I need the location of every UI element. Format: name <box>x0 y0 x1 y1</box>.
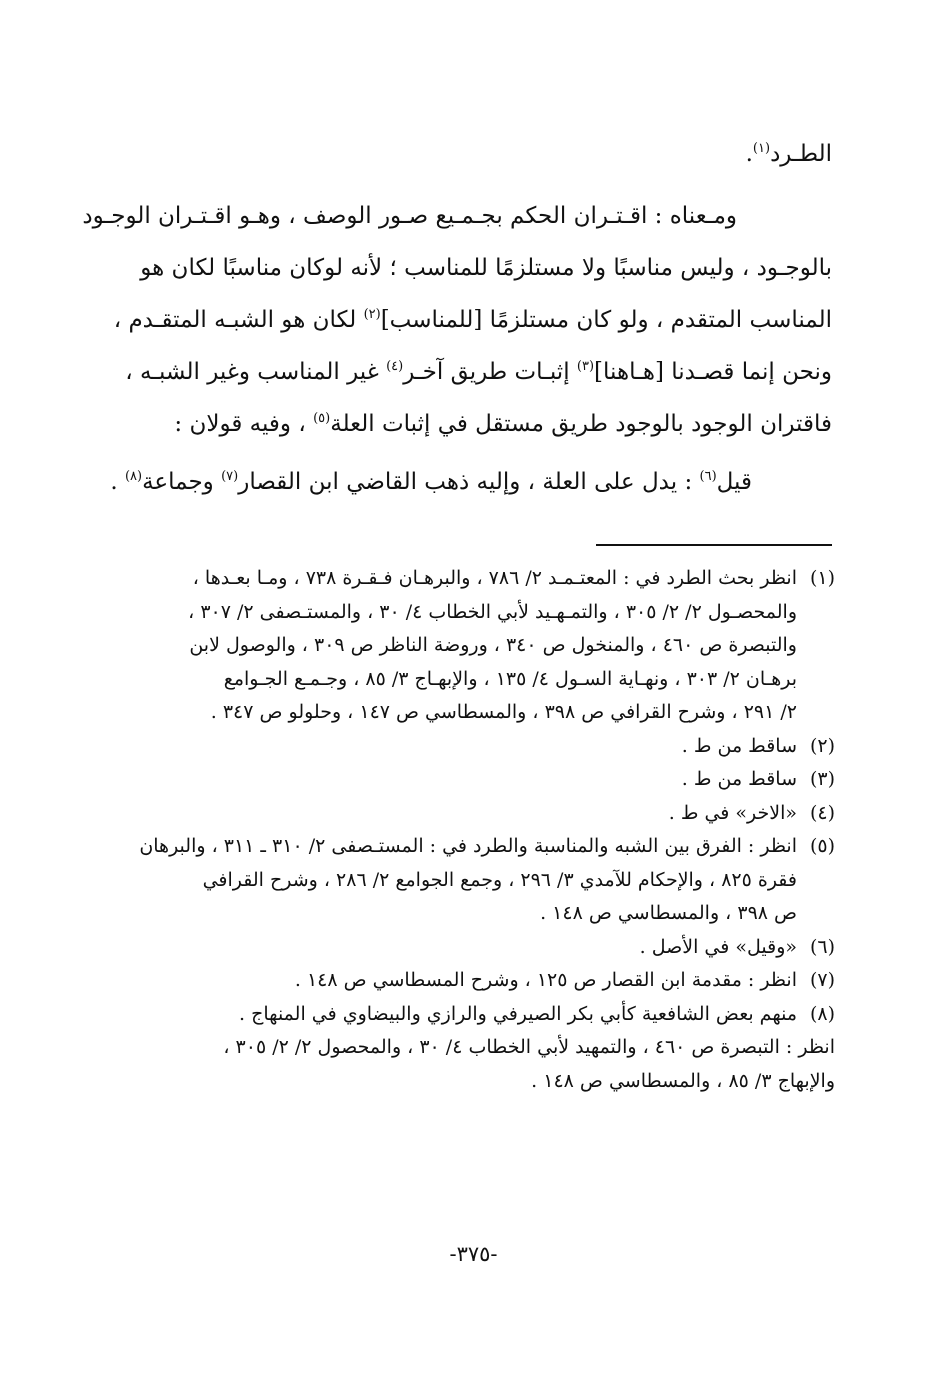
paragraph-line-5 <box>118 398 832 450</box>
footnote-ref-2[interactable]: (٢) <box>363 307 381 322</box>
footnote-body: منهم بعض الشافعية كأبي بكر الصيرفي والرازي والبيضاوي في المنهاج . <box>239 1002 797 1025</box>
paragraph-line-1: ومـعناه : اقـتـران الحكم بجـمـيع صـور الوصف ، وهـو اقـتـران الوجـود <box>82 203 737 229</box>
line4-text-c: غير المناسب وغير الشبـه ، <box>125 359 387 385</box>
footnote-ref-3[interactable]: (٣) <box>576 359 595 374</box>
footnote-body: «الاخر» في ط . <box>668 801 797 824</box>
heading-text: الطـرد <box>770 141 832 167</box>
footnote-line: انظر : الفرق بين الشبه والمناسبة والطرد في : المستـصفى ٢/ ٣١٠ ـ ٣١١ ، والبرهان <box>139 835 797 857</box>
footnote-2 <box>118 730 835 764</box>
footnote-number: (٧) <box>809 969 835 991</box>
footnote-number: (٥) <box>809 835 835 857</box>
line6-text-b: : يدل على العلة ، وإليه ذهب القاضي ابن القصار <box>238 469 700 495</box>
footnote-number: (٢) <box>809 734 835 757</box>
footnote-ref-1[interactable]: (١) <box>752 141 771 156</box>
footnotes <box>118 562 835 1098</box>
heading-period: . <box>745 141 753 167</box>
line6-text-c: وجماعة <box>142 469 222 495</box>
footnote-line: ٢/ ٢٩١ ، وشرح القرافي ص ٣٩٨ ، والمسطاسي ص ١٤٧ ، وحلولو ص ٣٤٧ . <box>210 701 797 723</box>
line6-text-d: . <box>110 469 125 495</box>
footnote-8 <box>118 998 835 1032</box>
footnote-number: (٣) <box>809 768 835 790</box>
footnote-ref-8[interactable]: (٨) <box>124 469 143 484</box>
footnote-ref-6[interactable]: (٦) <box>699 469 717 484</box>
paragraph-line-3 <box>113 294 832 346</box>
footnote-body <box>118 830 797 931</box>
line5-text-b: ، وفيه قولان : <box>174 411 314 437</box>
footnote-number: (١) <box>809 567 835 589</box>
footnote-line: والتبصرة ص ٤٦٠ ، والمنخول ص ٣٤٠ ، وروضة الناظر ص ٣٠٩ ، والوصول لابن <box>189 634 797 656</box>
footnote-3 <box>118 763 835 797</box>
paragraph-line-2: بالوجـود ، وليس مناسبًا ولا مستلزمًا للمناسب ؛ لأنه لوكان مناسبًا لكان هو <box>140 255 832 281</box>
paragraph-line-6 <box>110 456 832 508</box>
footnote-number: (٦) <box>809 935 835 958</box>
footnote-line: والمحصـول ٢/ ٢/ ٣٠٥ ، والتمـهـيد لأبي الخطاب ٤/ ٣٠ ، والمستـصفى ٢/ ٣٠٧ ، <box>188 600 797 623</box>
footnote-body: انظر : مقدمة ابن القصار ص ١٢٥ ، وشرح المسطاسي ص ١٤٨ . <box>294 969 797 991</box>
footnote-body <box>118 562 797 730</box>
footnote-body: ساقط من ط . <box>681 768 797 790</box>
footnote-body: «وقيل» في الأصل . <box>639 935 797 958</box>
line4-text-a: ونحن إنما قصـدنا [هـاهنا] <box>594 359 832 385</box>
footnote-line: ص ٣٩٨ ، والمسطاسي ص ١٤٨ . <box>540 902 797 924</box>
footnote-8-continuation: انظر : التبصرة ص ٤٦٠ ، والتمهيد لأبي الخطاب ٤/ ٣٠ ، والمحصول ٢/ ٢/ ٣٠٥ ، <box>223 1036 835 1058</box>
footnote-1 <box>118 562 835 730</box>
line6-text-a: قيل <box>716 469 752 495</box>
paragraph-line-4 <box>118 346 832 398</box>
line5-text-a: فاقتران الوجود بالوجود طريق مستقل في إثبات العلة <box>330 411 832 437</box>
footnote-body: ساقط من ط . <box>681 734 797 757</box>
footnote-line: برهـان ٢/ ٣٠٣ ، ونهـاية السـول ٤/ ١٣٥ ، والإبهـاج ٣/ ٨٥ ، وجـمـع الجـوامع <box>223 667 797 690</box>
footnote-line: فقرة ٨٢٥ ، والإحكام للآمدي ٣/ ٢٩٦ ، وجمع الجوامع ٢/ ٢٨٦ ، وشرح القرافي <box>202 868 797 891</box>
footnote-7 <box>118 964 835 998</box>
page-number: -٣٧٥- <box>449 1242 498 1266</box>
line3-text-b: لكان هو الشبـه المتقـدم ، <box>113 307 364 333</box>
footnote-number: (٤) <box>809 801 835 824</box>
footnote-6 <box>118 931 835 965</box>
footnote-5 <box>118 830 835 931</box>
footnote-separator <box>596 544 832 546</box>
footnote-8-continuation: والإبهاج ٣/ ٨٥ ، والمسطاسي ص ١٤٨ . <box>531 1069 835 1092</box>
footnote-ref-7[interactable]: (٧) <box>221 469 239 484</box>
line4-text-b: إثبـات طريق آخـر <box>403 359 577 385</box>
main-text <box>82 128 832 508</box>
section-heading <box>118 128 832 180</box>
line3-text-a: المناسب المتقدم ، ولو كان مستلزمًا [للمناسب] <box>380 307 832 333</box>
footnote-ref-5[interactable]: (٥) <box>313 411 331 426</box>
footnote-line: انظر بحث الطرد في : المعتـمـد ٢/ ٧٨٦ ، والبرهـان فـقـرة ٧٣٨ ، ومـا بعـدها ، <box>192 567 797 589</box>
footnote-4 <box>118 797 835 831</box>
footnote-number: (٨) <box>809 1002 835 1025</box>
footnote-ref-4[interactable]: (٤) <box>386 359 404 374</box>
